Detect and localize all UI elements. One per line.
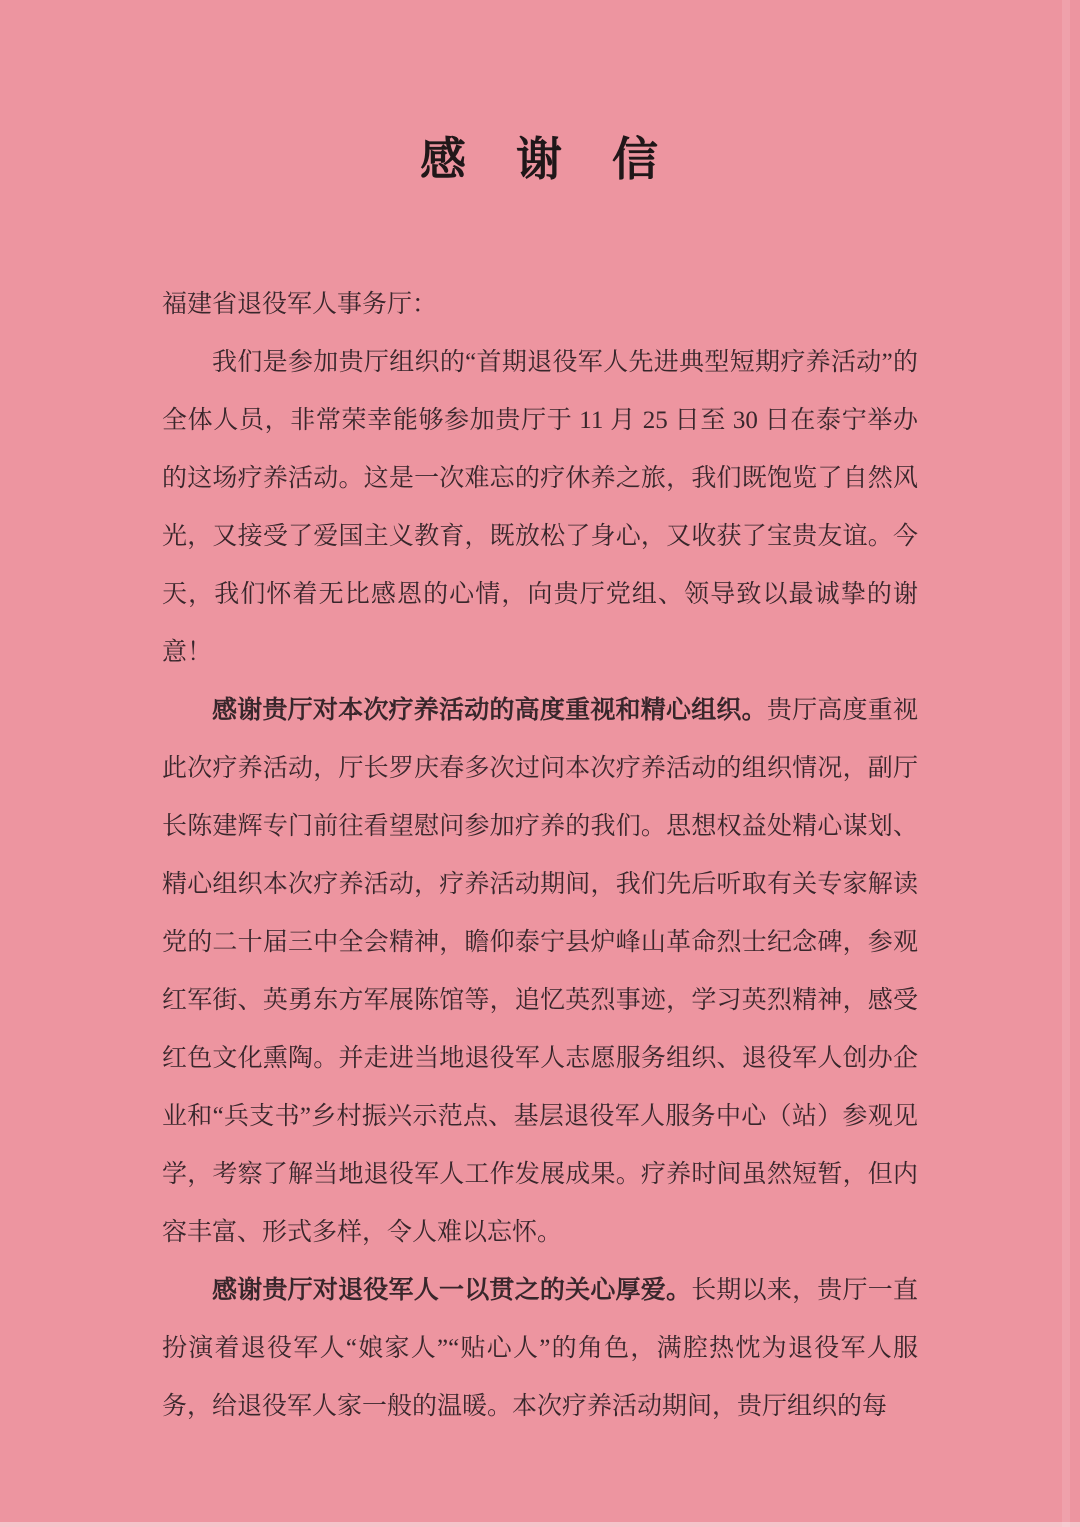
letter-body: [162, 276, 918, 1436]
paragraph-text: 贵厅高度重视此次疗养活动，厅长罗庆春多次过问本次疗养活动的组织情况，副厅长陈建辉专门前往看望慰问参加疗养的我们。思想权益处精心谋划、精心组织本次疗养活动，疗养活动期间，我们先后听取有关专家解读党的二十届三中全会精神，瞻仰泰宁县炉峰山革命烈士纪念碑，参观红军街、英勇东方军展陈馆等，追忆英烈事迹，学习英烈精神，感受红色文化熏陶。并走进当地退役军人志愿服务组织、退役军人创办企业和“兵支书”乡村振兴示范点、基层退役军人服务中心（站）参观见学，考察了解当地退役军人工作发展成果。疗养时间虽然短暂，但内容丰富、形式多样，令人难以忘怀。: [162, 697, 918, 1246]
paragraph-lead-bold: 感谢贵厅对本次疗养活动的高度重视和精心组织。: [212, 697, 767, 724]
photo-edge-highlight-bottom: [0, 1522, 1080, 1527]
photo-edge-highlight-right: [1062, 0, 1070, 1527]
paragraph-text: 长期以来，贵厅一直扮演着退役军人“娘家人”“贴心人”的角色，满腔热忱为退役军人服务，给退役军人家一般的温暖。本次疗养活动期间，贵厅组织的每: [162, 1277, 918, 1420]
letter-salutation: 福建省退役军人事务厅：: [162, 291, 438, 318]
letter-paragraphs: [162, 334, 918, 1436]
letter-title: 感 谢 信: [420, 134, 660, 185]
letter-paragraph: [162, 682, 918, 1262]
paragraph-lead-bold: 感谢贵厅对退役军人一以贯之的关心厚爱。: [212, 1277, 692, 1304]
paragraph-text: 我们是参加贵厅组织的“首期退役军人先进典型短期疗养活动”的全体人员，非常荣幸能够参加贵厅于 11 月 25 日至 30 日在泰宁举办的这场疗养活动。这是一次难忘的疗休养之旅，我们既饱览了自然风光，又接受了爱国主义教育，既放松了身心，又收获了宝贵友谊。今天，我们怀着无比感恩的心情，向贵厅党组、领导致以最诚挚的谢意！: [162, 349, 918, 666]
letter-paragraph: [162, 334, 918, 682]
letter-paragraph: [162, 1262, 918, 1436]
